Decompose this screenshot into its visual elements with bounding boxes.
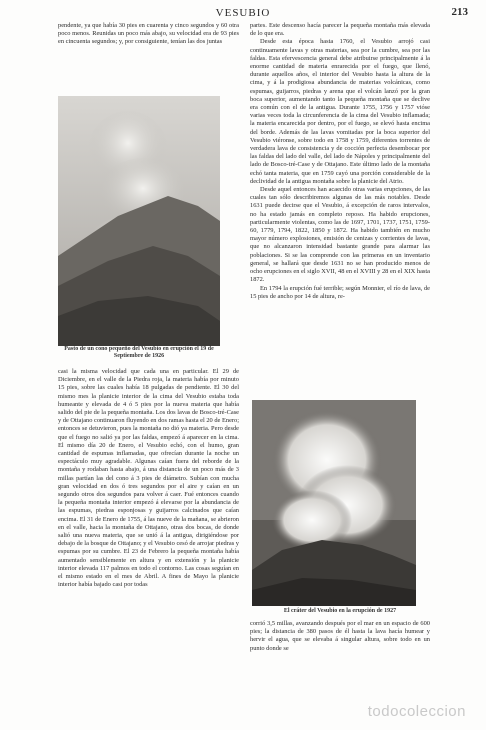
left-column-top-text [58,22,239,104]
running-title: VESUBIO [215,7,271,19]
left-column-bottom-text [58,368,239,708]
figure1-caption: Pasto de un cono pequeño del Vesubio en erupción el 19 de Septiembre de 1926 [64,346,214,359]
right-column-bottom-text [250,620,430,660]
paragraph: Desde esta época hasta 1760, el Vesubio arrojó casi continuamente lavas y otras materias, sea por la cumbre, sea por las faldas. Esta efervescencia general debe atribuirse principalmente á la enorme cantidad de materia enrarecida por el fuego, que llenó, durante aquellos años, el interior del Vesubio hasta la altura de la cima, y á la prodigiosa abundancia de materias volcánicas, como espumas, guijarros, piedras y arena que el volcán lanzó por la gran boca superior, aumentando tanto la pequeña montaña que se declive era común con el de la antigua. Durante 1755, 1756 y 1757 vióse varias veces toda la circunferencia de la cima del Vesubio inflamada; la materia encarecida por dentro, por el fuego, se elevó hasta encima del borde. Además de las lavas vomitadas por la boca superior del Vesubio viéronse, sobre todo en 1758 y 1759, diferentes torrentes de verdadera lava de consistencia y de cocción perfecta desembocar por las faldas del lado del valle, del lado de Nápoles y principalmente del lado de Bosco-tré-Case y de Ottajano. Este último lado de la montaña echó tanta materia, que en 1759 cayó una porción considerable de la declividad de la antigua montaña sobre la planicie del Atrio. [250,38,430,185]
figure2-caption: El cráter del Vesubio en la erupción de 1927 [283,608,397,614]
volcano-photo-icon [58,96,220,346]
volcano-photo-figure [58,96,220,346]
paragraph: casi la misma velocidad que cada una en particular. El 29 de Diciembre, en el valle de la Piedra roja, la materia había por minuto 15 pies, sobre las cuales había 18 pulgadas de pendiente. El 30 del mismo mes la planicie interior de la cima del Vesubio estaba toda humeante y elevada de 4 ó 5 pies por la nueva materia que había salido del pie de la pequeña montaña. Los dos lavas de Bosco-tré-Case y de Ottajano continuaron fluyendo en dos ramas hasta el 20 de Enero; entonces se detuvieron, pues la montaña no dió ya materia. Pero desde que el fuego no salió ya por las faldas, empezó á aparecer en la cima. El mismo día 20 de Enero, el Vesubio echó, con el humo, gran cantidad de espumas inflamadas, que ofrecían durante la noche un espectáculo muy agradable. Algunas caían fuera del reborde de la montaña y rodaban hasta abajo, á una distancia de un poco más de 3 millas partían las del cono á 3 pies de diámetro. Subían con mucha gran velocidad en dos ó tres segundos por el aire y caían en un segundo otros dos segundos para volver á caer. Fué entonces cuando la pequeña montaña interior empezó á elevarse por la abundancia de las espumas, piedras esponjosas y guijarros calcinados que caían encima. El 31 de Enero de 1755, á las nueve de la mañana, se abrieron en el valle, hacia la montaña de Ottajano, otras dos bocas, de donde salió una nueva materia, que se unió á la antigua, dirigiéndose por debajo de la bosque de Ottajano; y el Vesubio cesó de arrojar piedras y espumas por su cumbre. El 23 de Febrero la pequeña montaña había aumentado sensiblemente en altura y en extensión y la planicie interior elevada 117 palmos en todo el contorno. Las cosas seguían en el mismo estado en el mes de Abril. A fines de Mayo la planicie interior había bajado casi por todas [58,368,239,589]
paragraph: corrió 3,5 millas, avanzando después por el mar en un espacio de 600 pies; la distancia de 380 pasos de él hasta la lava hacía humear y hervir el agua, que se elevaba á singular altura, sobre todo en un punto donde se [250,620,430,652]
page-header [0,6,486,22]
page-number: 213 [451,6,468,18]
eruption-photo-figure [252,400,416,606]
right-column-top-text [250,22,430,396]
paragraph: pendente, ya que había 30 pies en cuarenta y cinco segundos y 60 otra poco menos. Reunidas un poco más abajo, su velocidad era de 93 pies en cincuenta segundos; y, por consiguiente, tenían las dos juntas [58,22,239,46]
paragraph: partes. Este descenso hacía parecer la pequeña montaña más elevada de lo que era. [250,22,430,38]
paragraph: En 1794 la erupción fué terrible; según Monnier, el río de lava, de 15 pies de ancho por 14 de altura, re- [250,284,430,300]
eruption-photo-icon [252,400,416,606]
paragraph: Desde aquel entonces han acaecido otras varias erupciones, de las cuales tan sólo describiremos algunas de las más notables. Desde 1631 puede decirse que el Vesubio, á excepción de raros intervalos, no ha estado jamás en completo reposo. Ha habido erupciones, particularmente violentas, como las de 1697, 1701, 1737, 1751, 1759-60, 1779, 1794, 1822, 1850 y 1872. Ha habido también en mucho mayor número explosiones, emisión de cenizas y corrientes de lavas, que no alcanzaron intensidad bastante grande para alarmar las poblaciones. Si se las comprende con las primeras en un inventario general, se hallará que desde 1631 no se han producido menos de ocho erupciones en el siglo XVII, 48 en el XVIII y 28 en el XIX hasta 1872. [250,186,430,284]
watermark: todocoleccion [367,703,466,720]
